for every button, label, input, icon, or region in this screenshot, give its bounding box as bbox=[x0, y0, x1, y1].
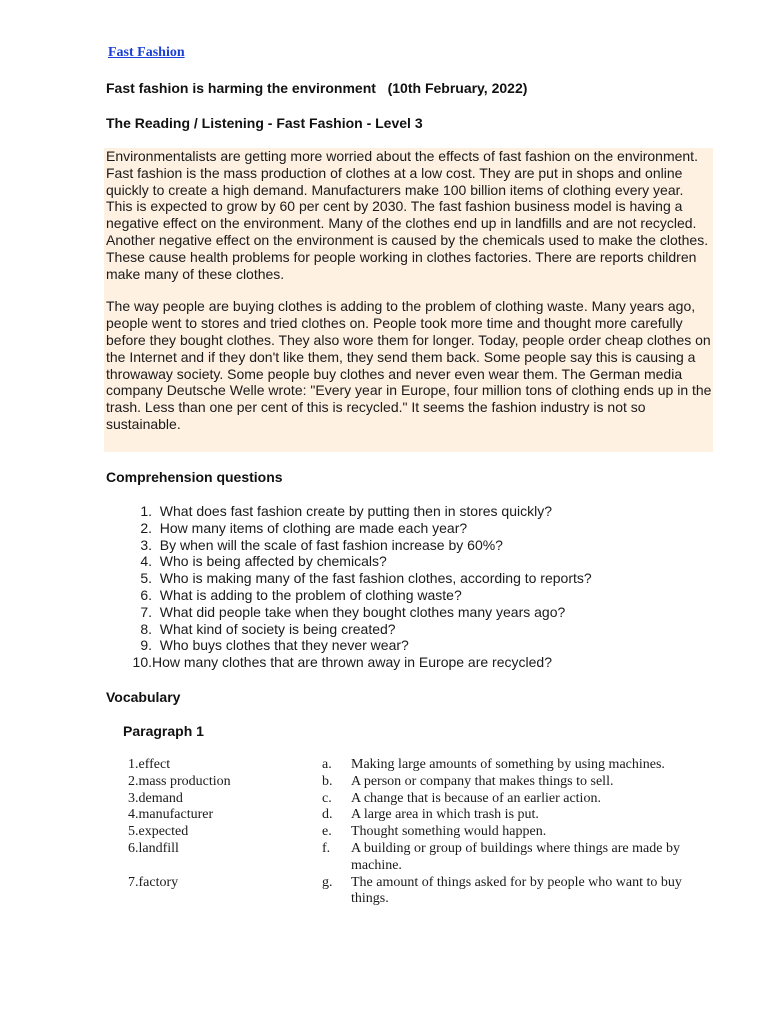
vocabulary-table bbox=[128, 757, 708, 908]
question-number: 7. bbox=[140, 603, 152, 620]
vocab-letter: c. bbox=[322, 790, 332, 806]
vocab-definition: Making large amounts of something by using machines. bbox=[351, 757, 665, 772]
table-row bbox=[128, 791, 708, 808]
question-text: What did people take when they bought clothes many years ago? bbox=[159, 603, 566, 620]
vocab-letter: f. bbox=[322, 840, 331, 856]
vocab-letter: g. bbox=[322, 874, 333, 890]
question-text: What does fast fashion create by putting then in stores quickly? bbox=[159, 503, 552, 519]
vocab-term: 3.demand bbox=[128, 790, 183, 806]
vocabulary-heading: Vocabulary bbox=[106, 689, 181, 705]
vocab-term: 7.factory bbox=[128, 874, 179, 890]
vocab-definition: A building or group of buildings where things are made by machine. bbox=[351, 840, 680, 873]
article-headline: Fast fashion is harming the environment (10th February, 2022) bbox=[106, 80, 528, 96]
question-number: 9. bbox=[140, 637, 152, 654]
question-text: Who buys clothes that they never wear? bbox=[159, 637, 409, 654]
question-text: Who is being affected by chemicals? bbox=[159, 553, 387, 570]
article-paragraph-1: Environmentalists are getting more worried about the effects of fast fashion on the environment. Fast fashion is the mass production of clothes at a low cost. They are put in shops and online quickly to create a high demand. Manufacturers make 100 billion items of clothing every year. This is expected to grow by 60 per cent by 2030. The fast fashion business model is having a negative effect on the environment. Many of the clothes end up in landfills and are not recycled. Another negative effect on the environment is caused by the chemicals used to make the clothes. These cause health problems for people working in clothes factories. There are reports children make many of these clothes. bbox=[106, 148, 709, 282]
vocab-term: 6.landfill bbox=[128, 840, 179, 856]
list-item bbox=[128, 520, 688, 537]
table-row bbox=[128, 807, 708, 824]
table-row bbox=[128, 841, 708, 875]
question-number: 1. bbox=[140, 503, 152, 519]
list-item bbox=[128, 637, 688, 654]
fast-fashion-link[interactable]: Fast Fashion bbox=[108, 45, 185, 60]
article-text-box bbox=[104, 148, 713, 452]
list-item bbox=[128, 587, 688, 604]
question-number: 10. bbox=[132, 654, 152, 671]
question-number: 2. bbox=[140, 519, 152, 536]
table-row bbox=[128, 757, 708, 774]
question-number: 4. bbox=[140, 553, 152, 570]
table-row bbox=[128, 875, 708, 909]
question-number: 6. bbox=[140, 586, 152, 603]
table-row bbox=[128, 824, 708, 841]
vocab-definition: A change that is because of an earlier action. bbox=[351, 790, 601, 806]
list-item bbox=[128, 654, 688, 671]
question-number: 3. bbox=[140, 536, 152, 553]
list-item bbox=[128, 537, 688, 554]
vocab-definition: The amount of things asked for by people who want to buy things. bbox=[351, 874, 682, 907]
question-list bbox=[128, 503, 688, 671]
list-item bbox=[128, 604, 688, 621]
vocab-letter: a. bbox=[322, 757, 332, 772]
vocab-definition: A person or company that makes things to sell. bbox=[351, 773, 614, 789]
question-text: What kind of society is being created? bbox=[159, 620, 396, 637]
article-paragraph-2: The way people are buying clothes is adding to the problem of clothing waste. Many years ago, people went to stores and tried clothes on. People took more time and thought more carefully before they bought clothes. They also wore them for longer. Today, people order cheap clothes on the Internet and if they don't like them, they send them back. Some people say this is causing a throwaway society. Some people buy clothes and never even wear them. The German media company Deutsche Welle wrote: "Every year in Europe, four million tons of clothing ends up in the trash. Less than one per cent of this is recycled." It seems the fashion industry is not so sustainable. bbox=[106, 298, 712, 432]
question-number: 8. bbox=[140, 620, 152, 637]
vocab-term: 4.manufacturer bbox=[128, 807, 214, 823]
vocab-letter: d. bbox=[322, 807, 333, 823]
list-item bbox=[128, 621, 688, 638]
paragraph-heading: Paragraph 1 bbox=[123, 723, 204, 739]
list-item bbox=[128, 503, 688, 520]
question-text: By when will the scale of fast fashion increase by 60%? bbox=[159, 536, 503, 553]
vocab-term: 1.effect bbox=[128, 757, 171, 772]
list-item bbox=[128, 570, 688, 587]
vocab-letter: b. bbox=[322, 773, 333, 789]
table-row bbox=[128, 774, 708, 791]
question-text: How many items of clothing are made each year? bbox=[159, 519, 468, 536]
question-text: How many clothes that are thrown away in Europe are recycled? bbox=[152, 654, 552, 671]
vocab-definition: A large area in which trash is put. bbox=[351, 807, 539, 823]
vocab-term: 2.mass production bbox=[128, 773, 231, 789]
question-text: What is adding to the problem of clothing waste? bbox=[159, 586, 462, 603]
lesson-level-heading: The Reading / Listening - Fast Fashion - Level 3 bbox=[106, 115, 423, 131]
vocab-term: 5.expected bbox=[128, 824, 189, 840]
question-number: 5. bbox=[140, 570, 152, 587]
vocab-definition: Thought something would happen. bbox=[351, 824, 547, 840]
list-item bbox=[128, 553, 688, 570]
comprehension-heading: Comprehension questions bbox=[106, 469, 283, 485]
vocab-letter: e. bbox=[322, 824, 332, 840]
question-text: Who is making many of the fast fashion clothes, according to reports? bbox=[159, 570, 592, 587]
